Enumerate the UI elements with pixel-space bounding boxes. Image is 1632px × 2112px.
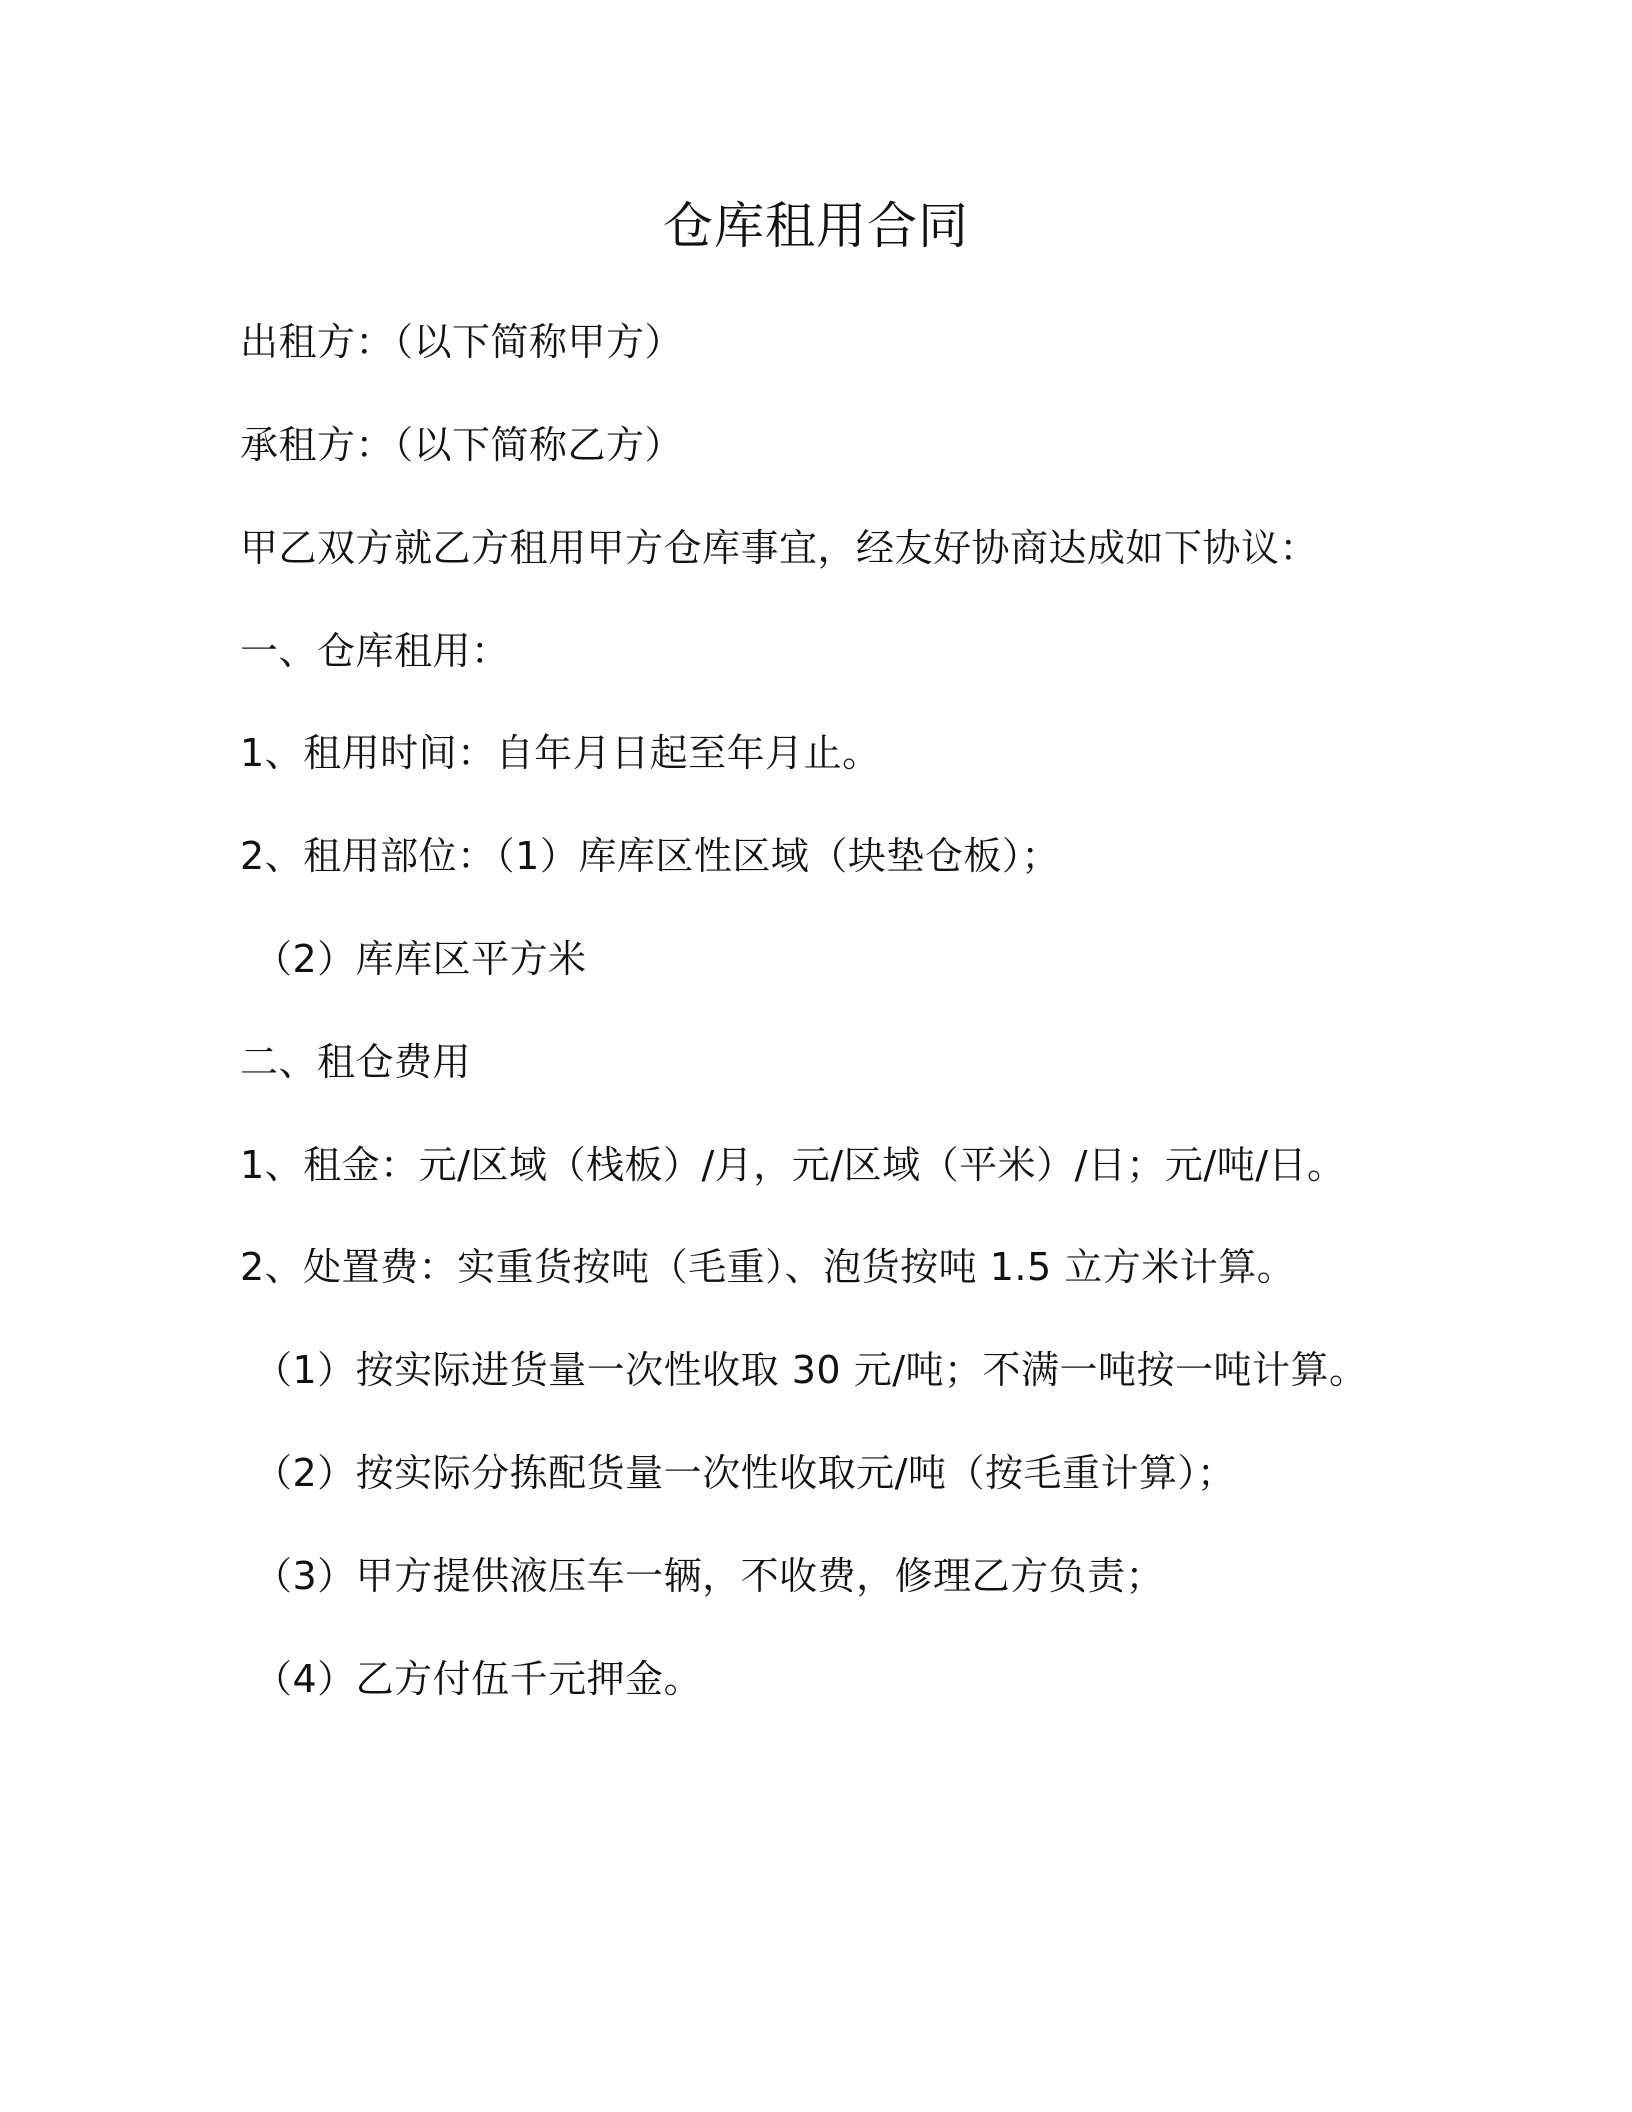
lessee-line: 承租方：（以下简称乙方） [240,423,684,467]
lessor-line: 出租方：（以下简称甲方） [240,320,684,364]
agreement-intro: 甲乙双方就乙方租用甲方仓库事宜，经友好协商达成如下协议： [240,526,1319,570]
section-heading-warehouse-rental: 一、仓库租用： [240,629,510,673]
rental-period-clause: 1、租用时间：自年月日起至年月止。 [240,731,881,775]
handling-fee-clause: 2、处置费：实重货按吨（毛重）、泡货按吨 1.5 立方米计算。 [240,1245,1296,1289]
handling-fee-subclause-3: （3）甲方提供液压车一辆，不收费，修理乙方负责； [254,1554,1165,1598]
handling-fee-subclause-1: （1）按实际进货量一次性收取 30 元/吨；不满一吨按一吨计算。 [254,1348,1368,1392]
rent-clause: 1、租金：元/区域（栈板）/月，元/区域（平米）/日；元/吨/日。 [240,1143,1346,1187]
handling-fee-subclause-4: （4）乙方付伍千元押金。 [254,1657,703,1701]
document-title: 仓库租用合同 [663,197,969,255]
rental-location-clause: 2、租用部位：（1）库库区性区域（块垫仓板）； [240,834,1060,878]
section-heading-fees: 二、租仓费用 [240,1040,472,1084]
rental-location-subclause: （2）库库区平方米 [254,937,587,981]
handling-fee-subclause-2: （2）按实际分拣配货量一次性收取元/吨（按毛重计算）； [254,1451,1236,1495]
